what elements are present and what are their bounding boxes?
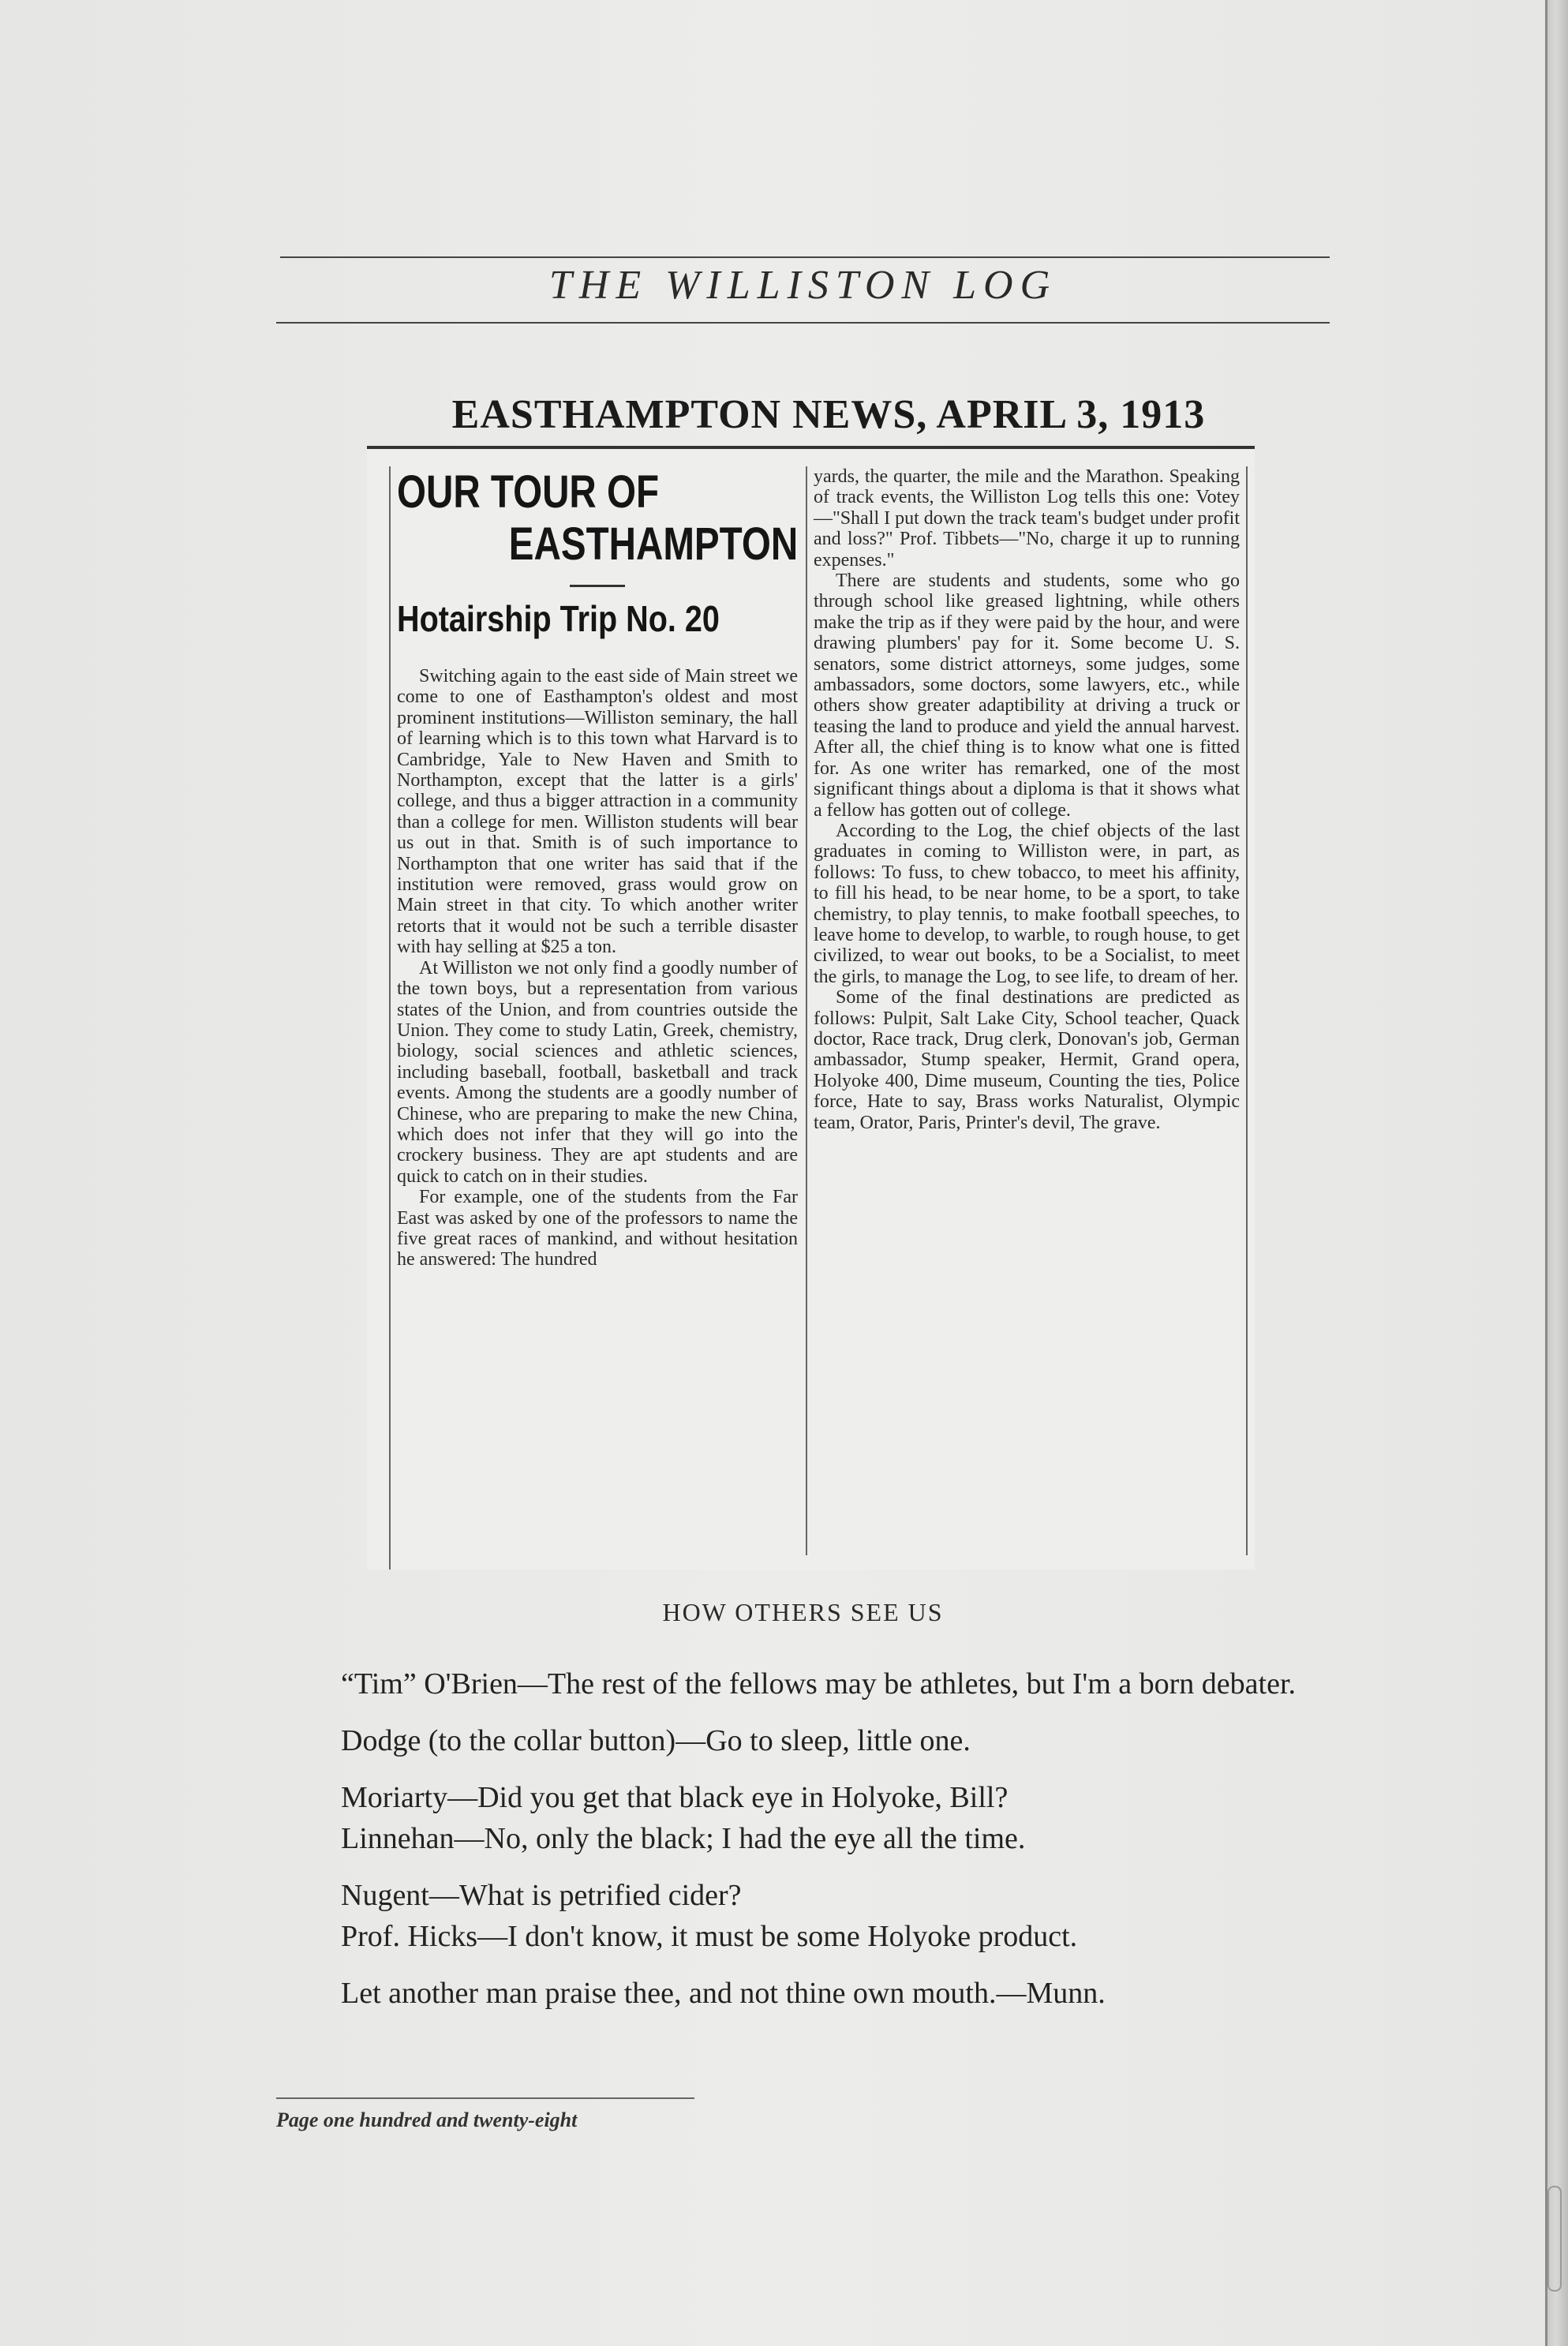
quote-line: Nugent—What is petrified cider? <box>341 1879 742 1912</box>
left-paragraph: Switching again to the east side of Main street we come to one of Easthampton's oldest and most prominent institutions—Williston seminary, the hall of learning which is to this town what Harvard is to Cambridge, Yale to New Haven and Smith to Northampton, except that the latter is a girls' college, and thus a bigger attraction in a community than a college for men. Williston students will bear us out in that. Smith is of such importance to Northampton that one writer has said that if the institution were removed, grass would grow on Main street in that city. To which another writer retorts that it would not be such a terrible disaster with hay selling at $25 a ton. <box>397 666 798 958</box>
quote-line: Let another man praise thee, and not thine own mouth.—Munn. <box>341 1977 1106 2010</box>
right-paragraph: yards, the quarter, the mile and the Marathon. Speaking of track events, the Williston Log tells this one: Votey—"Shall I put down the track team's budget under profit and loss?" Prof. Tibbets—"No, charge it up to running expenses." <box>814 466 1240 571</box>
quote-line: “Tim” O'Brien—The rest of the fellows may be athletes, but I'm a born debater. <box>341 1667 1297 1701</box>
page-label: Page one hundred and twenty-eight <box>276 2108 578 2131</box>
quote-line: Prof. Hicks—I don't know, it must be some Holyoke product. <box>341 1920 1078 1953</box>
running-title: THE WILLISTON LOG <box>548 263 1057 308</box>
headline-divider <box>570 585 625 587</box>
right-paragraph: According to the Log, the chief objects of the last graduates in coming to Williston were, in part, as follows: To fuss, to chew tobacco, to meet his affinity, to fill his head, to be near home, to be a sport, to take chemistry, to play tennis, to make football speeches, to leave home to develop, to warble, to rough house, to get civilized, to wear out books, to be a Socialist, to meet the girls, to manage the Log, to see life, to dream of her. <box>814 820 1240 987</box>
spine-notch <box>1547 2186 1562 2292</box>
header-rule-top <box>280 256 1330 258</box>
left-paragraph: At Williston we not only find a goodly number of the town boys, but a representation from various states of the Union, and from countries outside the Union. They come to study Latin, Greek, chemistry, biology, social sciences and athletic sciences, including baseball, football, basketball and track events. Among the students are a goodly number of Chinese, who are preparing to make the new China, which does not infer that they will go into the crockery business. They are apt students and are quick to catch on in their studies. <box>397 957 798 1187</box>
headline-line1: OUR TOUR OF <box>397 466 660 518</box>
clipping-column-left <box>389 466 798 1570</box>
quotes-body <box>276 1663 1330 2030</box>
footer-rule <box>276 2097 694 2099</box>
clipping-source: EASTHAMPTON NEWS, APRIL 3, 1913 <box>451 392 1206 437</box>
right-paragraph: There are students and students, some who go through school like greased lightning, while others make the trip as if they were paid by the hour, and were drawing plumbers' pay for it. Some become U. S. senators, some district attorneys, some judges, some ambassadors, some doctors, some lawyers, etc., while others show greater adaptibility at driving a truck or teasing the land to produce and yield the annual harvest. After all, the chief thing is to know what one is fitted for. As one writer has remarked, one of the most significant things about a diploma is that it shows what a fellow has gotten out of college. <box>814 571 1240 821</box>
clipping-subhead: Hotairship Trip No. 20 <box>397 598 720 639</box>
right-paragraph: Some of the final destinations are predicted as follows: Pulpit, Salt Lake City, School teacher, Quack doctor, Race track, Drug clerk, Donovan's job, German ambassador, Stump speaker, Hermit, Grand opera, Holyoke 400, Dime museum, Counting the ties, Police force, Hate to say, Brass works Naturalist, Olympic team, Orator, Paris, Printer's devil, The grave. <box>814 987 1240 1133</box>
book-spine <box>1545 0 1568 2346</box>
newspaper-clipping <box>367 446 1255 1570</box>
header-rule-bottom <box>276 322 1330 324</box>
headline-line2: EASTHAMPTON <box>508 518 798 570</box>
section-heading: HOW OTHERS SEE US <box>662 1598 944 1626</box>
clipping-headline <box>397 466 798 571</box>
clipping-column-right <box>806 466 1248 1555</box>
quote-line: Linnehan—No, only the black; I had the eye all the time. <box>341 1822 1026 1855</box>
left-paragraph: For example, one of the students from the Far East was asked by one of the professors to name the five great races of mankind, and without hesitation he answered: The hundred <box>397 1187 798 1270</box>
quote-line: Dodge (to the collar button)—Go to sleep, little one. <box>341 1724 971 1757</box>
quote-line: Moriarty—Did you get that black eye in Holyoke, Bill? <box>341 1781 1009 1814</box>
